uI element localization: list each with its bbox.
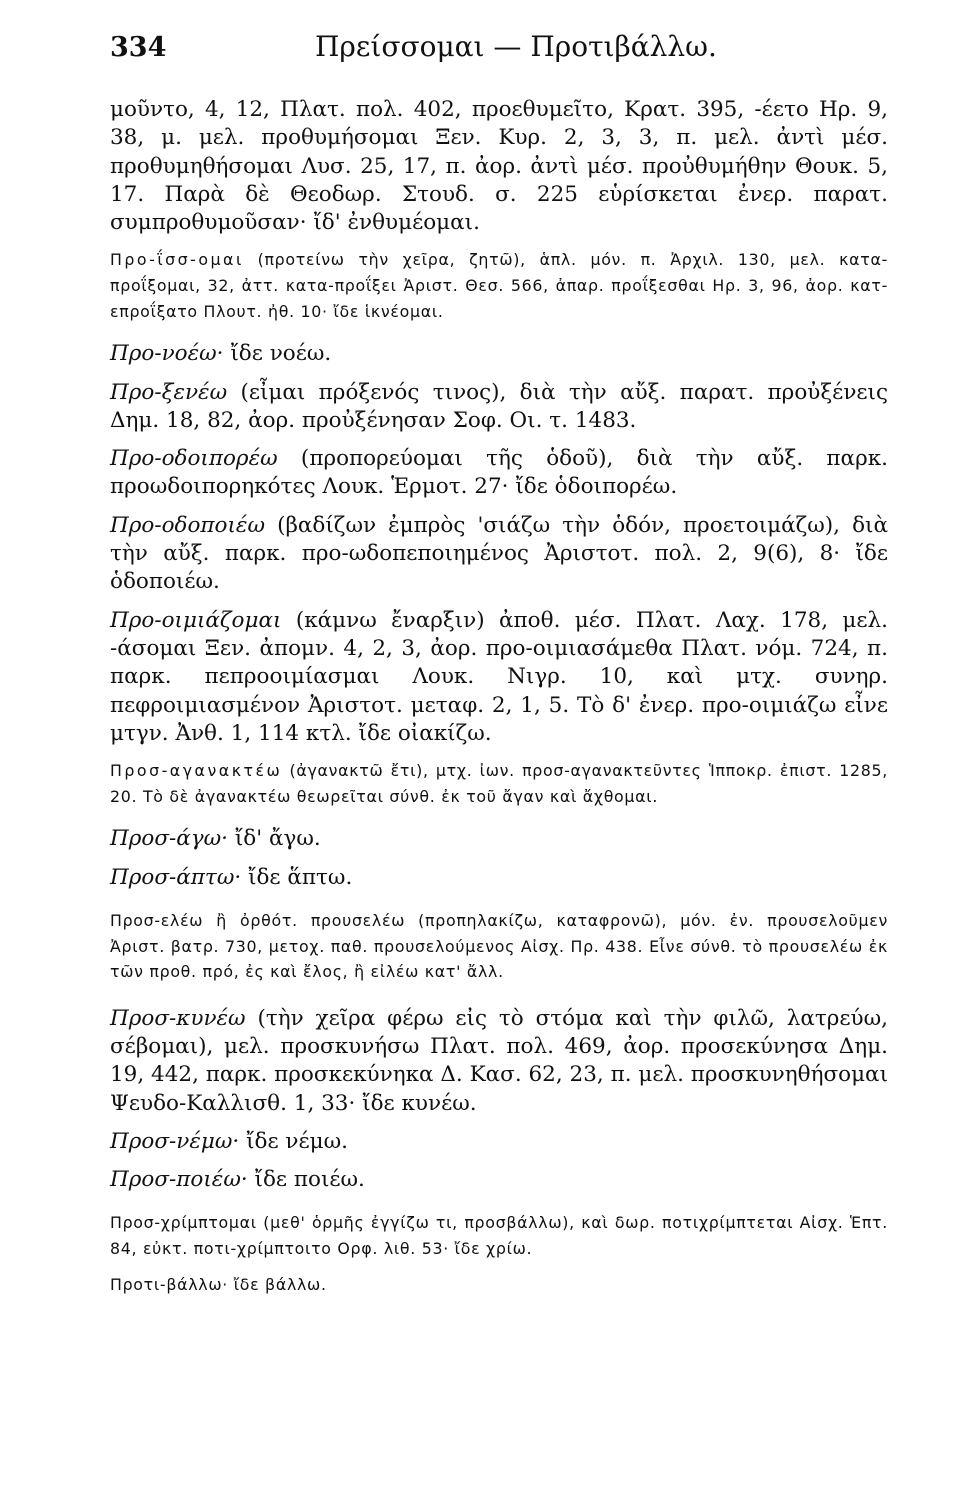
entry-text: (κάμνω ἔναρξιν) ἀποθ. μέσ. Πλατ. Λαχ. 178, μελ. -άσομαι Ξεν. ἀπομν. 4, 2, 3, ἀορ. προ-οιμιασάμεθα Πλατ. νόμ. 724, π. παρκ. πεπροοιμίασμαι Λουκ. Νιγρ. 10, καὶ μτχ. συνηρ. πεφροιμιασμένον Ἀριστοτ. μεταφ. 2, 1, 5. Τὸ δ' ἐνερ. προ-οιμιάζω εἶνε μτγν. Ἀνθ. 1, 114 κτλ. ἴδε οἰακίζω.	[110, 607, 888, 746]
entry-pro-xeneo	[110, 379, 888, 436]
entry-continuation	[110, 96, 888, 237]
page-number: 334	[110, 32, 167, 63]
entry-text: Προσ-χρίμπτομαι (μεθ' ὁρμῆς ἐγγίζω τι, προσβάλλω), καὶ δωρ. ποτιχρίμπτεται Αἰσχ. Ἑπτ. 84, εὐκτ. ποτι-χρίμπτοιτο Ορφ. λιθ. 53· ἴδε χρίω.	[110, 1213, 888, 1259]
entry-pros-aganakteo	[110, 758, 888, 809]
entry-text: ἴδε ποιέω.	[247, 1167, 365, 1193]
entry-pros-nemo	[110, 1128, 888, 1156]
entry-text: Προσ-ελέω ἢ ὀρθότ. προυσελέω (προπηλακίζω, καταφρονῶ), μόν. ἐν. προυσελοῦμεν Ἀριστ. βατρ. 730, μετοχ. παθ. προυσελούμενος Αἰσχ. Πρ. 438. Εἶνε σύνθ. τὸ προυσελέω ἐκ τῶν προθ. πρό, ἐς καὶ ἔλος, ἢ εἰλέω κατ' ἄλλ.	[110, 910, 888, 982]
entry-headword: Προσ-άπτω·	[110, 864, 242, 890]
entry-headword: Προ-οιμιάζομαι	[110, 607, 282, 633]
entry-text: ἴδε ἅπτω.	[241, 864, 353, 890]
entry-text: (τὴν χεῖρα φέρω εἰς τὸ στόμα καὶ τὴν φιλῶ, λατρεύω, σέβομαι), μελ. προσκυνήσω Πλατ. πολ. 469, ἀορ. προσεκύνησα Δημ. 19, 442, παρκ. προσκεκύνηκα Δ. Κασ. 62, 23, π. μελ. προσκυνηθήσομαι Ψευδο-Καλλισθ. 1, 33· ἴδε κυνέω.	[110, 1005, 888, 1116]
entry-pros-kyneo	[110, 1005, 888, 1118]
page-header	[110, 30, 888, 70]
entry-text: (ἀγανακτῶ ἔτι), μτχ. ἰων. προσ-αγανακτεῦντες Ἱπποκρ. ἐπιστ. 1285, 20. Τὸ δὲ ἀγανακτέω θεωρεῖται σύνθ. ἐκ τοῦ ἄγαν καὶ ἄχθομαι.	[110, 761, 888, 806]
entry-headword: Προ-οδοιπορέω	[110, 446, 278, 472]
entry-pros-ago	[110, 825, 888, 853]
entry-text: ἴδ' ἄγω.	[228, 826, 321, 852]
entry-text: μοῦντο, 4, 12, Πλατ. πολ. 402, προεθυμεῖτο, Κρατ. 395, -έετο Ηρ. 9, 38, μ. μελ. προθυμήσομαι Ξεν. Κυρ. 2, 3, 3, π. μελ. ἀντὶ μέσ. προθυμηθήσομαι Λυσ. 25, 17, π. ἀορ. ἀντὶ μέσ. προὐθυμήθην Θουκ. 5, 17. Παρὰ δὲ Θεοδωρ. Στουδ. σ. 225 εὑρίσκεται ἐνερ. παρατ. συμπροθυμοῦσαν· ἴδ' ἐνθυμέομαι.	[110, 97, 888, 236]
entry-pros-chrimptomai	[110, 1210, 888, 1261]
entry-text: ἴδε νοέω.	[223, 341, 332, 367]
entry-pros-poieo	[110, 1166, 888, 1194]
entry-headword: Προ-ξενέω	[110, 379, 228, 405]
entry-headword: Προ-νοέω·	[110, 341, 224, 367]
entry-text: Προτι-βάλλω· ἴδε βάλλω.	[110, 1274, 327, 1294]
entry-headword: Προ-ΐσσ-ομαι	[110, 250, 244, 270]
entry-text: (προπορεύομαι τῆς ὁδοῦ), διὰ τὴν αὔξ. παρκ. προωδοιπορηκότες Λουκ. Ἑρμοτ. 27· ἴδε ὁδοιπορέω.	[110, 446, 888, 500]
entry-pro-oimiazomai	[110, 607, 888, 748]
entry-text: ἴδε νέμω.	[239, 1128, 348, 1154]
entry-text: (βαδίζων ἐμπρὸς 'σιάζω τὴν ὁδόν, προετοιμάζω), διὰ τὴν αὔξ. παρκ. προ-ωδοπεποιημένος Ἀριστοτ. πολ. 2, 9(6), 8· ἴδε ὁδοποιέω.	[110, 512, 888, 595]
entry-headword: Προ-οδοποιέω	[110, 512, 266, 538]
entry-headword: Προσ-ποιέω·	[110, 1167, 248, 1193]
entry-headword: Προσ-άγω·	[110, 826, 229, 852]
entry-text: (προτείνω τὴν χεῖρα, ζητῶ), ἁπλ. μόν. π. Ἀρχιλ. 130, μελ. κατα-προΐξομαι, 32, ἀττ. κατα-προΐξει Ἀριστ. Θεσ. 566, ἀπαρ. προΐξεσθαι Ηρ. 3, 96, ἀορ. κατ-επροΐξατο Πλουτ. ἠθ. 10· ἴδε ἱκνέομαι.	[110, 250, 888, 321]
entry-text: (εἶμαι πρόξενός τινος), διὰ τὴν αὔξ. παρατ. προὐξένεις Δημ. 18, 82, ἀορ. προὐξένησαν Σοφ. Οι. τ. 1483.	[110, 379, 888, 433]
entry-pros-apto	[110, 864, 888, 892]
running-title: Πρείσσομαι — Προτιβάλλω.	[315, 30, 717, 63]
entry-headword: Προσ-κυνέω	[110, 1005, 246, 1031]
entry-pros-eleo	[110, 908, 888, 985]
entry-pro-odopoieo	[110, 512, 888, 597]
entry-pro-issomai	[110, 247, 888, 324]
entry-pro-noeo	[110, 340, 888, 368]
entry-headword: Προσ-αγανακτέω	[110, 761, 283, 781]
entry-proti-ballo	[110, 1272, 888, 1298]
entry-headword: Προσ-νέμω·	[110, 1128, 240, 1154]
entry-pro-odoiporeo	[110, 445, 888, 502]
